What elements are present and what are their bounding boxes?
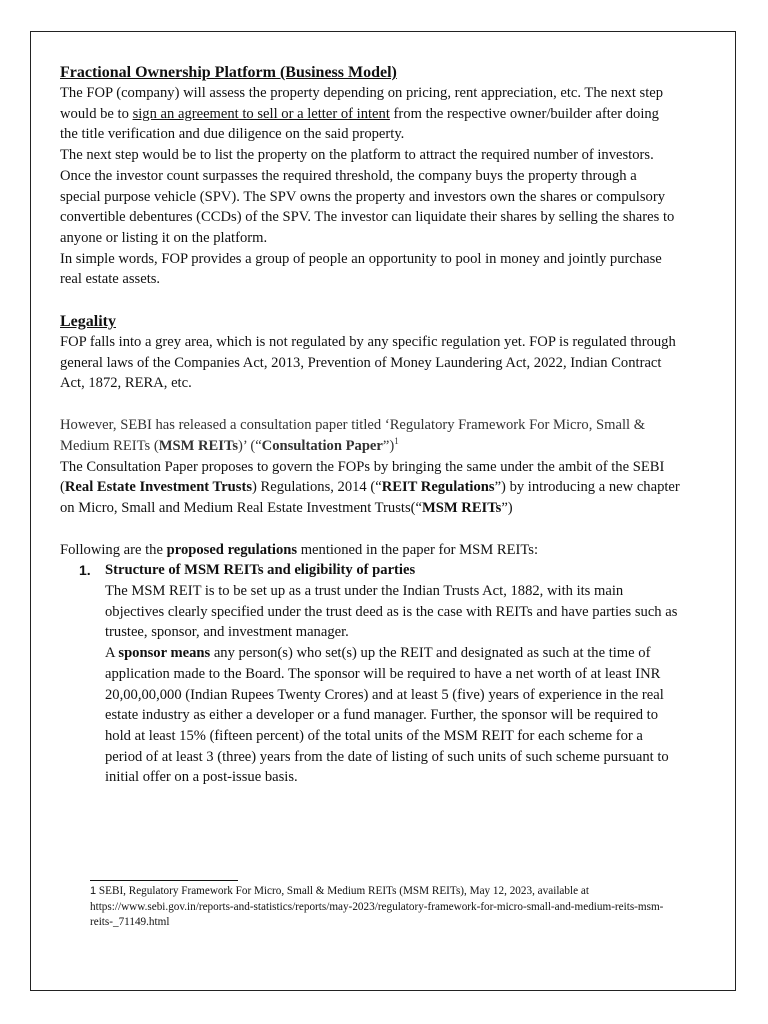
footnote-separator	[90, 880, 238, 881]
bold-term: MSM REITs	[158, 437, 239, 454]
paragraph-listing: The next step would be to list the property on the platform to attract the required number of investors. Once the investor count surpasses the required threshold, the company buys the property through a special purpose vehicle (SPV). The SPV owns the property and investors own the shares or compulsory convertible debentures (CCDs) of the SPV. The investor can liquidate their shares by selling the shares to anyone or listing it on the platform.	[60, 147, 675, 246]
document-body	[60, 62, 680, 788]
bold-term: sponsor means	[118, 645, 211, 662]
text-span: However, SEBI has released a consultation paper titled ‘Regulatory Framework For Micro, Small & Medium REITs (	[60, 417, 646, 454]
spacer	[60, 394, 680, 415]
heading-legality: Legality	[60, 313, 116, 331]
paragraph-grey-area: FOP falls into a grey area, which is not regulated by any specific regulation yet. FOP is regulated through general laws of the Companies Act, 2013, Prevention of Money Laundering Act, 2022, Indian Contract Act, 1872, RERA, etc.	[60, 334, 676, 392]
text-span: The FOP (company) will assess the property depending on pricing, rent appreciation, etc. The next step would be to	[60, 85, 664, 122]
list-number: 1.	[79, 562, 91, 579]
bold-term: Consultation Paper	[261, 437, 383, 454]
bold-term: Real Estate Investment Trusts	[64, 479, 253, 496]
text-span: mentioned in the paper for MSM REITs:	[297, 541, 539, 558]
bold-term: proposed regulations	[166, 541, 298, 558]
text-span: from the respective owner/builder after doing the title verification and due diligence on the said property.	[60, 105, 659, 143]
text-span: )’ (“	[238, 437, 262, 454]
text-span: ”) by introducing a new chapter on Micro, Small and Medium Real Estate Investment Trusts(“	[60, 479, 680, 516]
spacer	[60, 290, 680, 311]
text-span: A	[105, 645, 119, 662]
paragraph-consultation-paper	[60, 415, 680, 456]
list-item-paragraph: The MSM REIT is to be set up as a trust under the Indian Trusts Act, 1882, with its main objectives clearly specified under the trust deed as is the case with REITs and have parties such as trustee, sponsor, and investment manager.	[105, 583, 678, 641]
footnote-reference[interactable]: 1	[394, 435, 399, 446]
paragraph-proposal	[60, 457, 680, 519]
numbered-list	[60, 560, 680, 788]
bold-term: REIT Regulations	[381, 479, 495, 496]
footnote-number: 1	[90, 885, 97, 897]
text-span: Following are the	[60, 541, 167, 558]
text-span: The Consultation Paper proposes to govern the FOPs by bringing the same under the ambit of the SEBI (	[60, 458, 665, 496]
paragraph-following	[60, 540, 680, 561]
spacer	[60, 519, 680, 540]
heading-business-model: Fractional Ownership Platform (Business Model)	[60, 64, 397, 81]
text-span: ) Regulations, 2014 (“	[252, 479, 382, 496]
bold-term: MSM REITs	[421, 499, 502, 516]
footnote-text: SEBI, Regulatory Framework For Micro, Small & Medium REITs (MSM REITs), May 12, 2023, available at https://www.sebi.gov.in/reports-and-statistics/reports/may-2023/regulatory-framework-for-micro-small-and-medium-reits-msm-reits-_71149.html	[90, 885, 664, 929]
list-item-title	[105, 560, 680, 581]
text-span: any person(s) who set(s) up the REIT and designated as such at the time of application made to the Board. The sponsor will be required to have a net worth of at least INR 20,00,00,000 (Indian Rupees Twenty Crores) and at least 5 (five) years of experience in the real estate industry as either a developer or a fund manager. Further, the sponsor will be required to hold at least 15% (fifteen percent) of the total units of the MSM REIT for each scheme for a period of at least 3 (three) years from the date of listing of such units of such scheme pursuant to initial offer on a post-issue basis.	[105, 645, 669, 786]
paragraph-assessment	[60, 83, 680, 145]
footnote	[90, 884, 670, 931]
bold-term: Structure of MSM REITs and eligibility of parties	[105, 562, 416, 579]
underlined-phrase: sign an agreement to sell or a letter of intent	[132, 105, 390, 122]
paragraph-summary: In simple words, FOP provides a group of people an opportunity to pool in money and jointly purchase real estate assets.	[60, 250, 662, 288]
list-item	[60, 560, 680, 788]
list-item-paragraph	[105, 643, 680, 788]
text-span: ”)	[382, 437, 395, 454]
text-span: ”)	[501, 499, 513, 516]
